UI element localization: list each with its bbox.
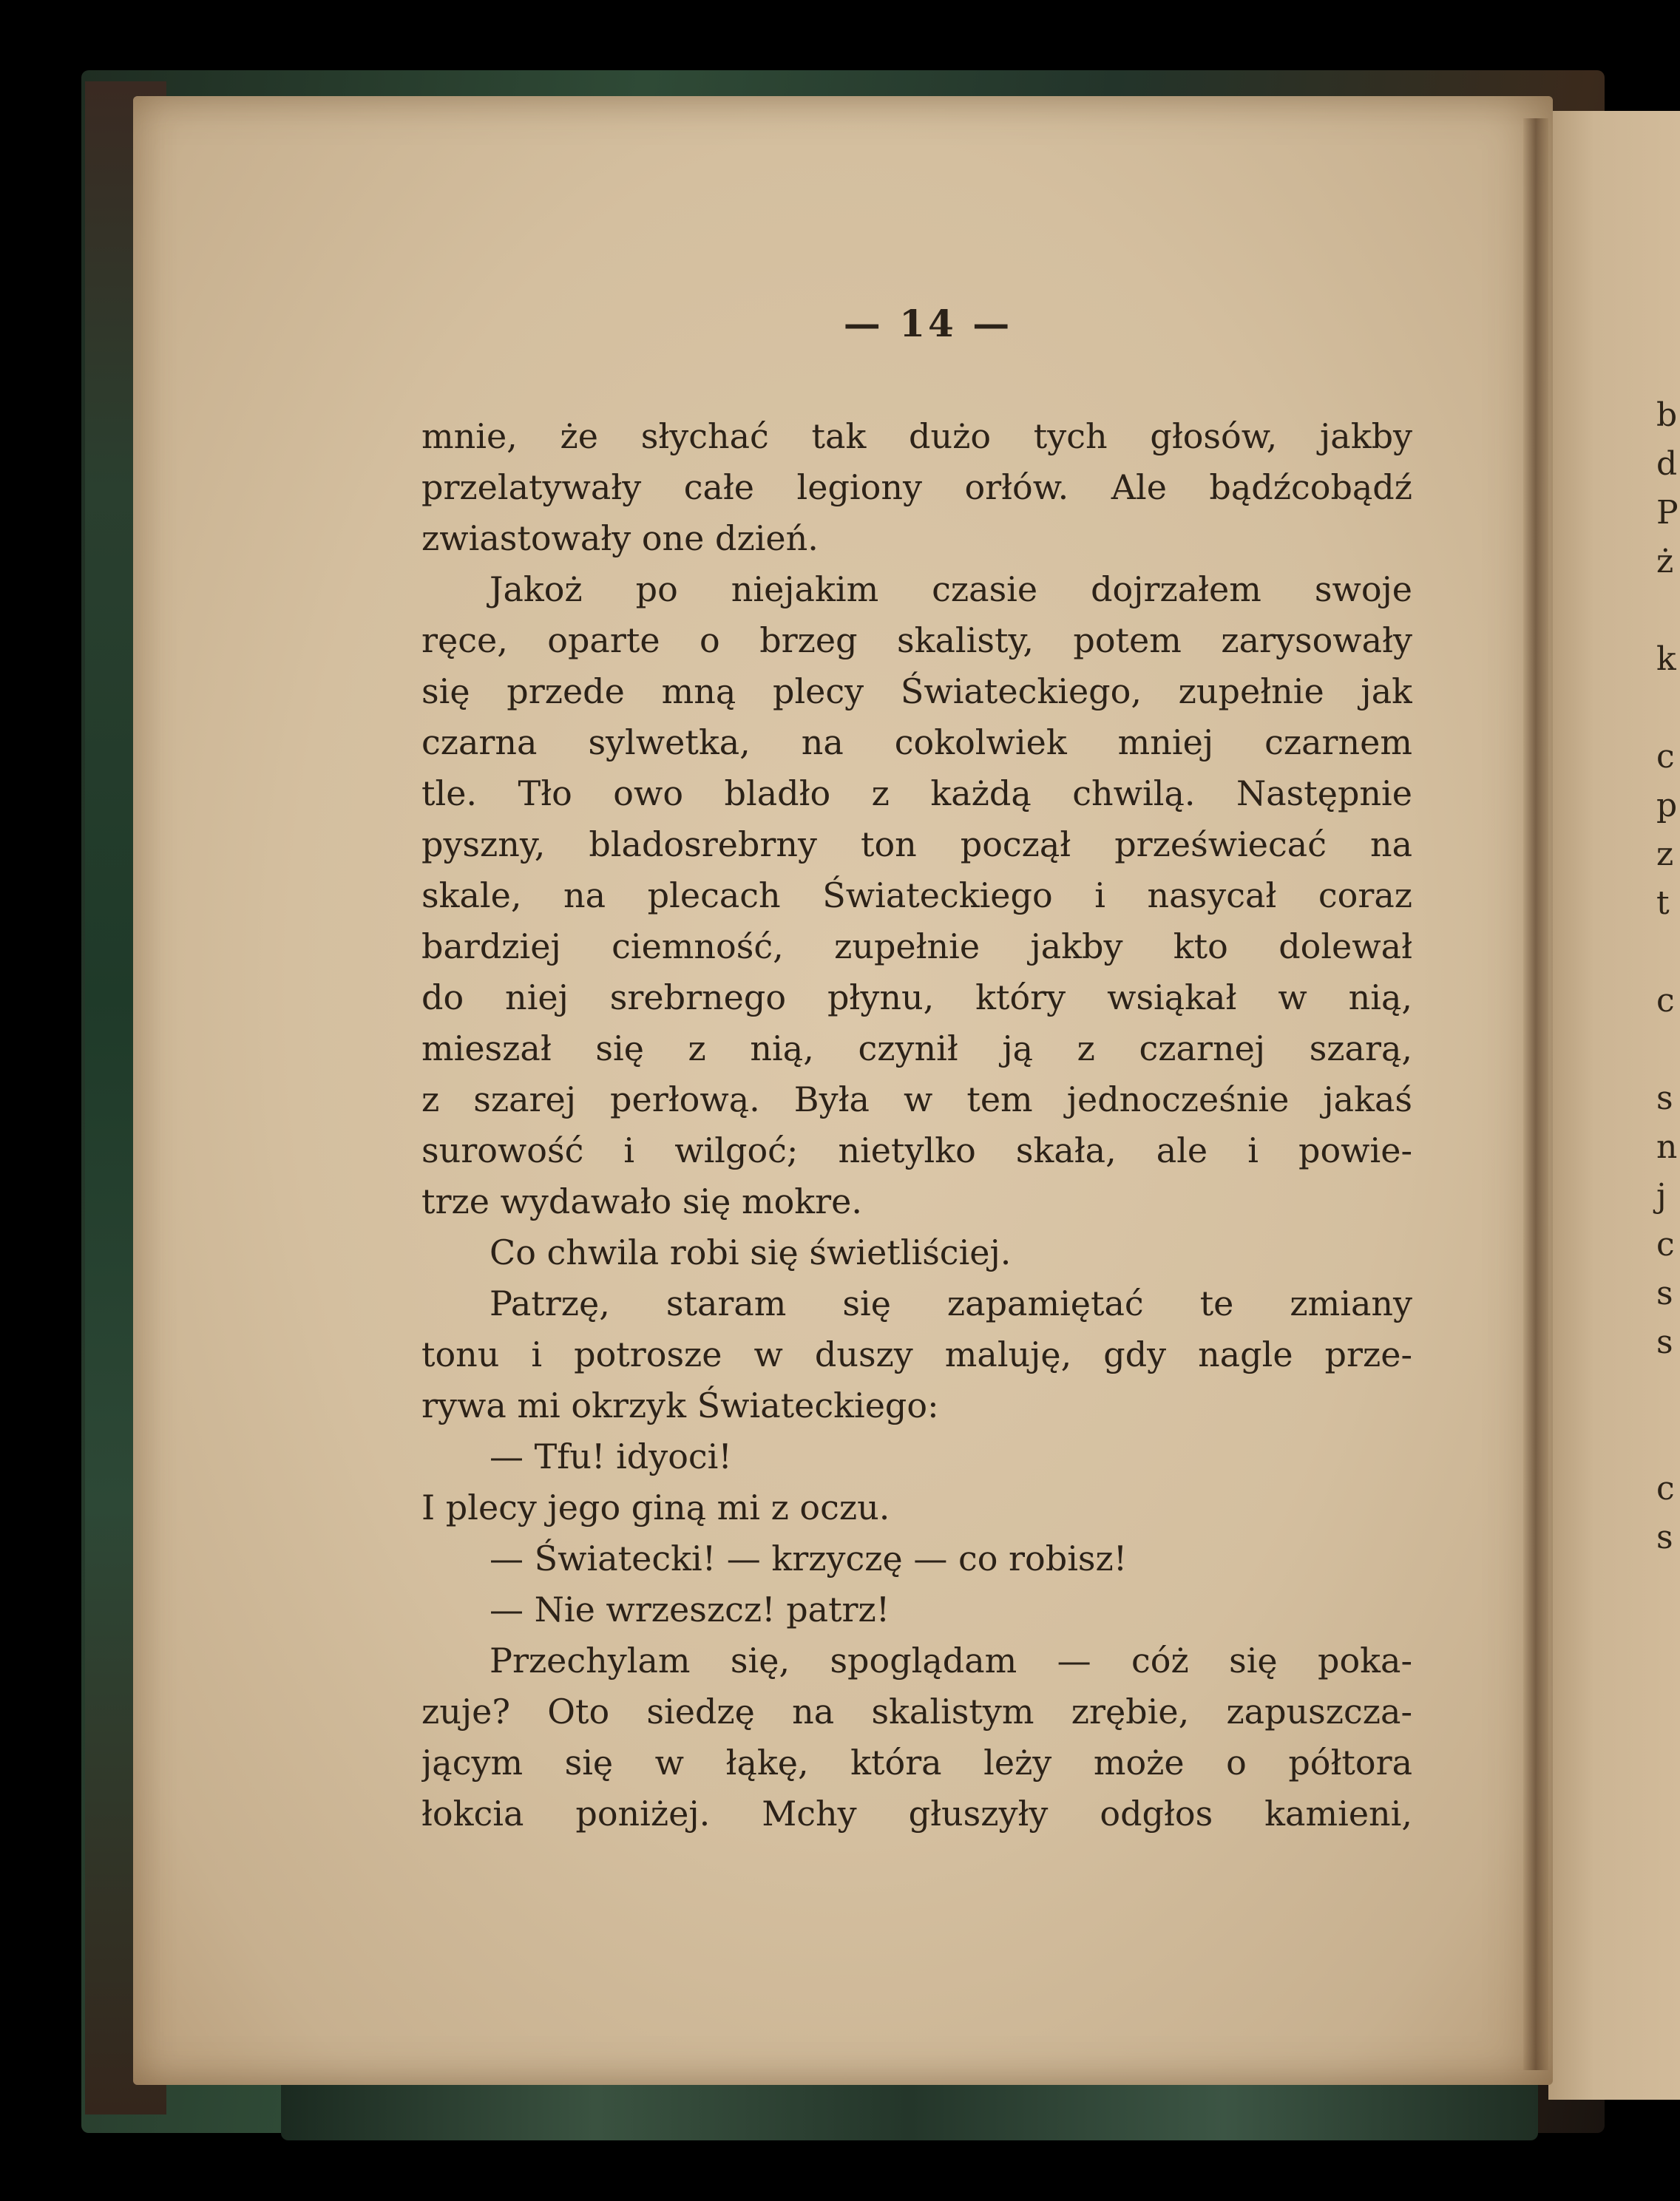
text-line: tonu i potrosze w duszy maluję, gdy nagle prze- bbox=[421, 1334, 1412, 1374]
text-line: łokcia poniżej. Mchy głuszyły odgłos kamieni, bbox=[421, 1794, 1412, 1834]
text-line: Co chwila robi się świetliściej. bbox=[490, 1232, 1012, 1272]
facing-page-letter: p bbox=[1656, 787, 1678, 824]
facing-page-letter: c bbox=[1656, 1470, 1675, 1508]
text-line: do niej srebrnego płynu, który wsiąkał w nią, bbox=[421, 977, 1412, 1017]
facing-page-letter: d bbox=[1656, 445, 1678, 483]
text-line: I plecy jego giną mi z oczu. bbox=[421, 1488, 890, 1527]
facing-page-letter: s bbox=[1656, 1275, 1673, 1312]
facing-page-letter: b bbox=[1656, 396, 1678, 434]
text-line: Jakoż po niejakim czasie dojrzałem swoje bbox=[490, 569, 1412, 609]
text-line: mnie, że słychać tak dużo tych głosów, jakby bbox=[421, 416, 1412, 456]
facing-page-letter: P bbox=[1656, 494, 1679, 532]
text-line: Przechylam się, spoglądam — cóż się poka- bbox=[490, 1641, 1412, 1681]
text-line: ręce, oparte o brzeg skalisty, potem zarysowały bbox=[421, 620, 1412, 660]
text-line: rywa mi okrzyk Świateckiego: bbox=[421, 1386, 939, 1425]
text-line: pyszny, bladosrebrny ton począł przeświecać na bbox=[421, 824, 1412, 864]
facing-page-letter: t bbox=[1656, 884, 1670, 922]
text-line: trze wydawało się mokre. bbox=[421, 1181, 863, 1221]
text-line: tle. Tło owo bladło z każdą chwilą. Następnie bbox=[421, 773, 1412, 813]
facing-page-letter: c bbox=[1656, 738, 1675, 776]
facing-page-letter: s bbox=[1656, 1519, 1673, 1556]
text-line: czarna sylwetka, na cokolwiek mniej czarnem bbox=[421, 722, 1412, 762]
text-line: się przede mną plecy Świateckiego, zupełnie jak bbox=[421, 671, 1412, 711]
text-line: surowość i wilgoć; nietylko skała, ale i powie- bbox=[421, 1130, 1412, 1170]
text-line: — Nie wrzeszcz! patrz! bbox=[490, 1590, 890, 1629]
text-line: — Światecki! — krzyczę — co robisz! bbox=[490, 1539, 1128, 1578]
text-line: przelatywały całe legiony orłów. Ale bądźcobądź bbox=[421, 467, 1412, 507]
facing-page-letter: n bbox=[1656, 1128, 1678, 1166]
text-line: bardziej ciemność, zupełnie jakby kto dolewał bbox=[421, 926, 1412, 966]
text-line: skale, na plecach Świateckiego i nasycał coraz bbox=[421, 875, 1412, 915]
facing-page-letter: s bbox=[1656, 1079, 1673, 1117]
facing-page-letter: c bbox=[1656, 982, 1675, 1020]
facing-page-letter: s bbox=[1656, 1323, 1673, 1361]
facing-page-letter: ż bbox=[1656, 543, 1674, 580]
facing-page-letter: z bbox=[1656, 835, 1674, 873]
text-line: Patrzę, staram się zapamiętać te zmiany bbox=[490, 1283, 1412, 1323]
text-line: jącym się w łąkę, która leży może o półtora bbox=[421, 1743, 1412, 1783]
facing-page-letter: j bbox=[1656, 1177, 1667, 1215]
page-number: — 14 — bbox=[843, 302, 1013, 345]
text-line: zwiastowały one dzień. bbox=[421, 518, 819, 558]
text-line: zuje? Oto siedzę na skalistym zrębie, zapuszcza- bbox=[421, 1692, 1412, 1732]
text-line: mieszał się z nią, czynił ją z czarnej szarą, bbox=[421, 1028, 1412, 1068]
facing-page-letter: k bbox=[1656, 640, 1676, 678]
page-gutter bbox=[1523, 118, 1548, 2070]
facing-page-letter: c bbox=[1656, 1226, 1675, 1264]
page-body-text bbox=[421, 411, 1412, 1839]
text-line: z szarej perłową. Była w tem jednocześnie jakaś bbox=[421, 1079, 1412, 1119]
text-line: — Tfu! idyoci! bbox=[490, 1437, 732, 1476]
